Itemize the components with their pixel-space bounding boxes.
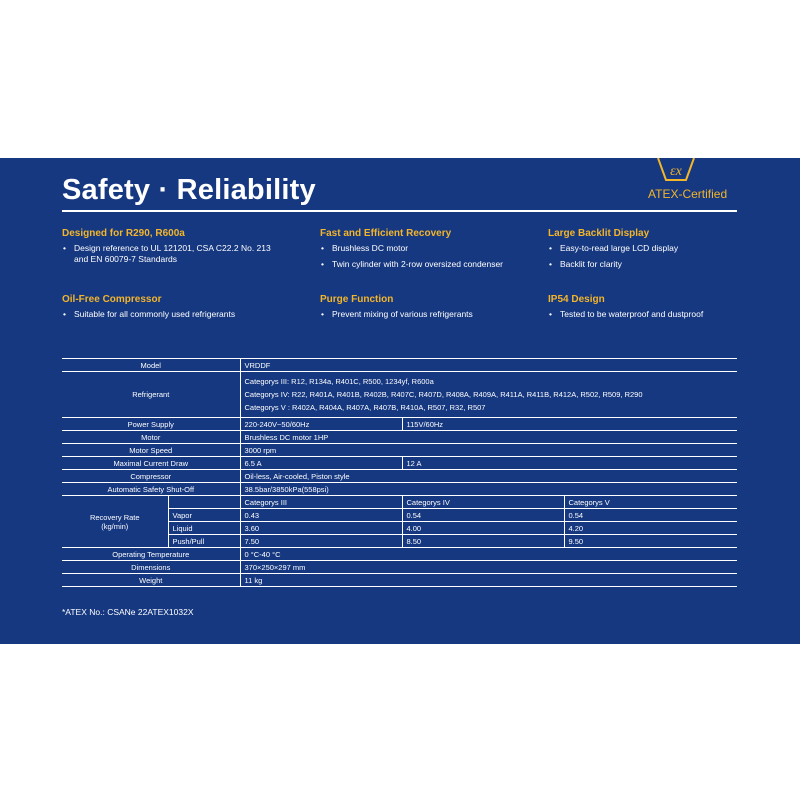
spec-value: 220-240V~50/60Hz: [240, 418, 402, 431]
table-row: [62, 470, 737, 483]
recovery-value: 9.50: [564, 535, 737, 548]
spec-value: 370×250×297 mm: [240, 561, 737, 574]
atex-certified-label: ATEX-Certified: [648, 187, 728, 201]
recovery-rate-unit: (kg/min): [101, 521, 129, 531]
table-row: [62, 548, 737, 561]
spec-value: 12 A: [402, 457, 737, 470]
spec-label: Motor Speed: [62, 444, 240, 457]
spec-label: Refrigerant: [62, 372, 240, 418]
recovery-value: 0.54: [402, 509, 564, 522]
spec-value: Oil-less, Air-cooled, Piston style: [240, 470, 737, 483]
feature-item: • Suitable for all commonly used refrigerants: [62, 309, 272, 320]
refrigerant-line: Categorys III: R12, R134a, R401C, R500, 1234yf, R600a: [244, 377, 434, 386]
table-row: [62, 444, 737, 457]
recovery-mode: Push/Pull: [168, 535, 240, 548]
feature-purge: [320, 293, 530, 325]
recovery-value: 0.43: [240, 509, 402, 522]
recovery-column-header: Categorys IV: [402, 496, 564, 509]
recovery-value: 0.54: [564, 509, 737, 522]
feature-title: Designed for R290, R600a: [62, 228, 185, 239]
feature-title: Oil-Free Compressor: [62, 294, 162, 305]
recovery-value: 4.20: [564, 522, 737, 535]
feature-item: • Brushless DC motor: [320, 243, 530, 254]
title-divider: [62, 210, 737, 212]
table-row: [62, 574, 737, 587]
feature-item: • Easy-to-read large LCD display: [548, 243, 738, 254]
feature-ip54: [548, 293, 738, 325]
recovery-column-header: Categorys V: [564, 496, 737, 509]
recovery-column-header: Categorys III: [240, 496, 402, 509]
feature-item: • Tested to be waterproof and dustproof: [548, 309, 738, 320]
table-row: [62, 561, 737, 574]
spec-value: 115V/60Hz: [402, 418, 737, 431]
refrigerant-line: Categorys V : R402A, R404A, R407A, R407B, R410A, R507, R32, R507: [244, 403, 486, 412]
spec-value: 0 °C-40 °C: [240, 548, 737, 561]
spec-label: Dimensions: [62, 561, 240, 574]
atex-footnote: *ATEX No.: CSANe 22ATEX1032X: [62, 607, 194, 617]
recovery-header-blank: [168, 496, 240, 509]
feature-oil-free: [62, 293, 272, 325]
recovery-rate-label: [62, 496, 168, 548]
spec-label: Motor: [62, 431, 240, 444]
feature-backlit-display: [548, 227, 738, 275]
spec-value: 38.5bar/3850kPa(558psi): [240, 483, 737, 496]
spec-label: Model: [62, 359, 240, 372]
spec-value: [240, 372, 737, 418]
spec-value: 3000 rpm: [240, 444, 737, 457]
svg-text:εx: εx: [670, 164, 682, 179]
table-row: [62, 457, 737, 470]
table-row: [62, 372, 737, 418]
spec-label: Compressor: [62, 470, 240, 483]
safety-banner: [0, 158, 800, 644]
recovery-value: 8.50: [402, 535, 564, 548]
spec-table: [62, 358, 737, 587]
feature-designed-for: [62, 227, 272, 270]
spec-label: Weight: [62, 574, 240, 587]
feature-title: Purge Function: [320, 294, 394, 305]
feature-title: IP54 Design: [548, 294, 605, 305]
spec-value: VRDDF: [240, 359, 737, 372]
recovery-value: 7.50: [240, 535, 402, 548]
feature-item: • Twin cylinder with 2-row oversized condenser: [320, 259, 530, 270]
feature-fast-recovery: [320, 227, 530, 275]
recovery-value: 3.60: [240, 522, 402, 535]
spec-label: Power Supply: [62, 418, 240, 431]
spec-label: Operating Temperature: [62, 548, 240, 561]
spec-value: Brushless DC motor 1HP: [240, 431, 737, 444]
feature-item: • Backlit for clarity: [548, 259, 738, 270]
spec-value: 6.5 A: [240, 457, 402, 470]
spec-value: 11 kg: [240, 574, 737, 587]
table-row: [62, 431, 737, 444]
table-row: [62, 496, 737, 509]
page-title: Safety · Reliability: [62, 174, 316, 206]
spec-label: Maximal Current Draw: [62, 457, 240, 470]
spec-label: Automatic Safety Shut-Off: [62, 483, 240, 496]
feature-item: • Prevent mixing of various refrigerants: [320, 309, 530, 320]
recovery-mode: Liquid: [168, 522, 240, 535]
table-row: [62, 483, 737, 496]
feature-item: • Design reference to UL 121201, CSA C22.2 No. 213 and EN 60079-7 Standards: [62, 243, 272, 265]
table-row: [62, 418, 737, 431]
feature-title: Fast and Efficient Recovery: [320, 228, 452, 239]
refrigerant-line: Categorys IV: R22, R401A, R401B, R402B, R407C, R407D, R408A, R409A, R411A, R411B, R412A, R502, R509, R290: [244, 390, 643, 399]
table-row: [62, 359, 737, 372]
recovery-value: 4.00: [402, 522, 564, 535]
recovery-mode: Vapor: [168, 509, 240, 522]
atex-hexagon-icon: [654, 158, 698, 184]
recovery-rate-title: Recovery Rate: [89, 512, 140, 522]
feature-title: Large Backlit Display: [548, 228, 650, 239]
